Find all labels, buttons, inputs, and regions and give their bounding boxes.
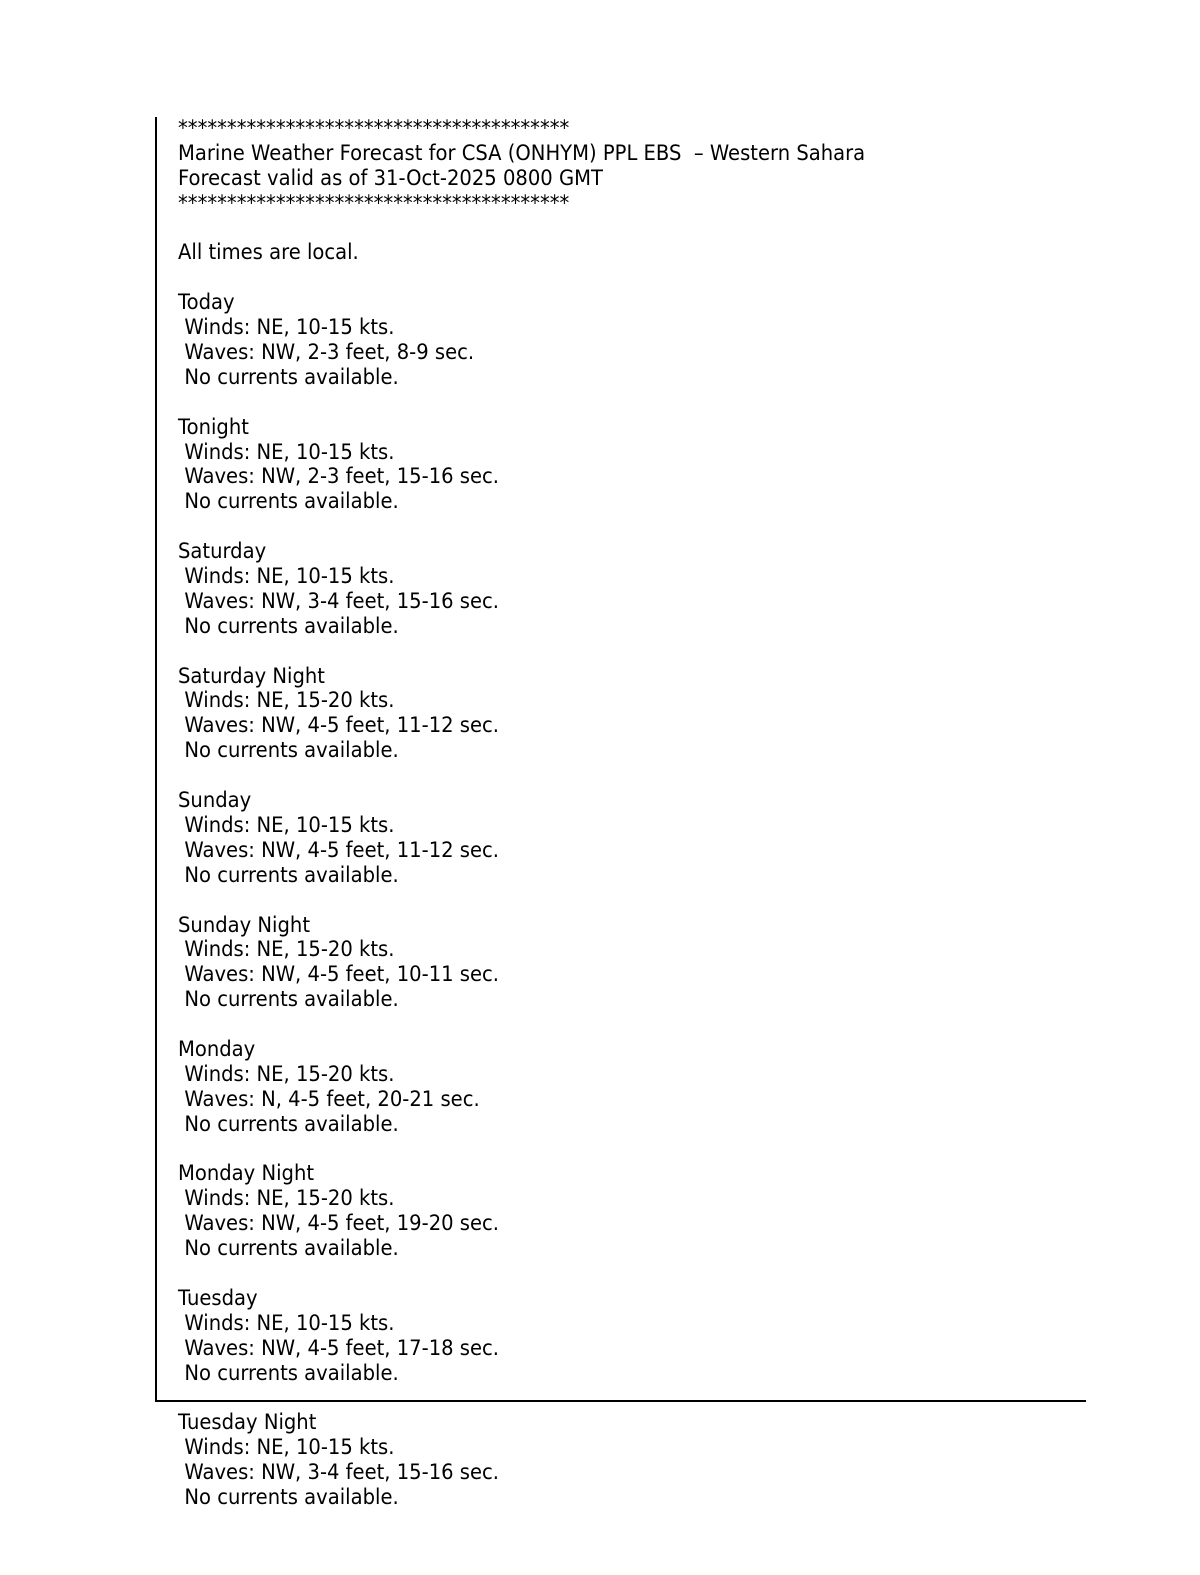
forecast-period bbox=[178, 1038, 1097, 1162]
period-name: Sunday Night bbox=[178, 912, 310, 938]
period-currents: No currents available. bbox=[184, 987, 399, 1013]
period-winds: Winds: NE, 10-15 kts. bbox=[184, 812, 395, 838]
forecast-periods bbox=[178, 291, 1097, 1536]
period-name: Monday Night bbox=[178, 1161, 315, 1187]
period-currents: No currents available. bbox=[184, 1236, 399, 1262]
period-winds: Winds: NE, 10-15 kts. bbox=[184, 315, 395, 341]
blank-line bbox=[178, 764, 1097, 789]
forecast-period bbox=[178, 789, 1097, 913]
period-waves: Waves: NW, 4-5 feet, 19-20 sec. bbox=[184, 1211, 500, 1237]
cell-left-border bbox=[155, 117, 157, 1402]
blank-line bbox=[178, 1262, 1097, 1287]
separator-line-bottom: **************************************** bbox=[178, 190, 570, 216]
period-name: Tonight bbox=[178, 414, 249, 440]
period-winds: Winds: NE, 15-20 kts. bbox=[184, 688, 395, 714]
forecast-period bbox=[178, 291, 1097, 415]
period-winds: Winds: NE, 15-20 kts. bbox=[184, 937, 395, 963]
period-currents: No currents available. bbox=[184, 1360, 399, 1386]
forecast-period bbox=[178, 1287, 1097, 1411]
blank-line bbox=[178, 515, 1097, 540]
blank-line bbox=[178, 266, 1097, 291]
period-name: Sunday bbox=[178, 788, 252, 814]
period-waves: Waves: NW, 4-5 feet, 11-12 sec. bbox=[184, 837, 500, 863]
forecast-period bbox=[178, 1411, 1097, 1535]
period-name: Tuesday Night bbox=[178, 1410, 317, 1436]
forecast-text-block bbox=[178, 117, 1097, 1536]
forecast-period bbox=[178, 540, 1097, 664]
times-note: All times are local. bbox=[178, 240, 359, 266]
period-waves: Waves: NW, 4-5 feet, 17-18 sec. bbox=[184, 1335, 500, 1361]
document-title: Marine Weather Forecast for CSA (ONHYM) PPL EBS – Western Sahara bbox=[178, 140, 866, 166]
period-currents: No currents available. bbox=[184, 738, 399, 764]
period-currents: No currents available. bbox=[184, 613, 399, 639]
period-currents: No currents available. bbox=[184, 364, 399, 390]
period-waves: Waves: NW, 4-5 feet, 11-12 sec. bbox=[184, 713, 500, 739]
forecast-valid-line: Forecast valid as of 31-Oct-2025 0800 GMT bbox=[178, 165, 603, 191]
forecast-period bbox=[178, 914, 1097, 1038]
period-winds: Winds: NE, 10-15 kts. bbox=[184, 564, 395, 590]
period-name: Today bbox=[178, 290, 235, 316]
blank-line bbox=[178, 217, 1097, 242]
blank-line bbox=[178, 640, 1097, 665]
period-waves: Waves: NW, 2-3 feet, 15-16 sec. bbox=[184, 464, 500, 490]
period-name: Saturday bbox=[178, 539, 267, 565]
period-winds: Winds: NE, 15-20 kts. bbox=[184, 1061, 395, 1087]
blank-line bbox=[178, 1386, 1097, 1411]
period-currents: No currents available. bbox=[184, 862, 399, 888]
period-waves: Waves: NW, 3-4 feet, 15-16 sec. bbox=[184, 1460, 500, 1486]
separator-line-top: **************************************** bbox=[178, 116, 570, 141]
blank-line bbox=[178, 889, 1097, 914]
forecast-period bbox=[178, 665, 1097, 789]
period-winds: Winds: NE, 10-15 kts. bbox=[184, 1310, 395, 1336]
period-winds: Winds: NE, 15-20 kts. bbox=[184, 1186, 395, 1212]
period-name: Monday bbox=[178, 1036, 256, 1062]
period-currents: No currents available. bbox=[184, 1484, 399, 1510]
period-waves: Waves: NW, 3-4 feet, 15-16 sec. bbox=[184, 588, 500, 614]
blank-line bbox=[178, 391, 1097, 416]
period-winds: Winds: NE, 10-15 kts. bbox=[184, 439, 395, 465]
period-waves: Waves: NW, 4-5 feet, 10-11 sec. bbox=[184, 962, 500, 988]
period-waves: Waves: N, 4-5 feet, 20-21 sec. bbox=[184, 1086, 480, 1112]
period-winds: Winds: NE, 10-15 kts. bbox=[184, 1435, 395, 1461]
period-name: Tuesday bbox=[178, 1285, 258, 1311]
forecast-period bbox=[178, 416, 1097, 540]
period-currents: No currents available. bbox=[184, 1111, 399, 1137]
blank-line bbox=[178, 1013, 1097, 1038]
period-currents: No currents available. bbox=[184, 489, 399, 515]
forecast-period bbox=[178, 1162, 1097, 1286]
blank-line bbox=[178, 1511, 1097, 1536]
period-name: Saturday Night bbox=[178, 663, 325, 689]
blank-line bbox=[178, 1138, 1097, 1163]
period-waves: Waves: NW, 2-3 feet, 8-9 sec. bbox=[184, 340, 475, 366]
